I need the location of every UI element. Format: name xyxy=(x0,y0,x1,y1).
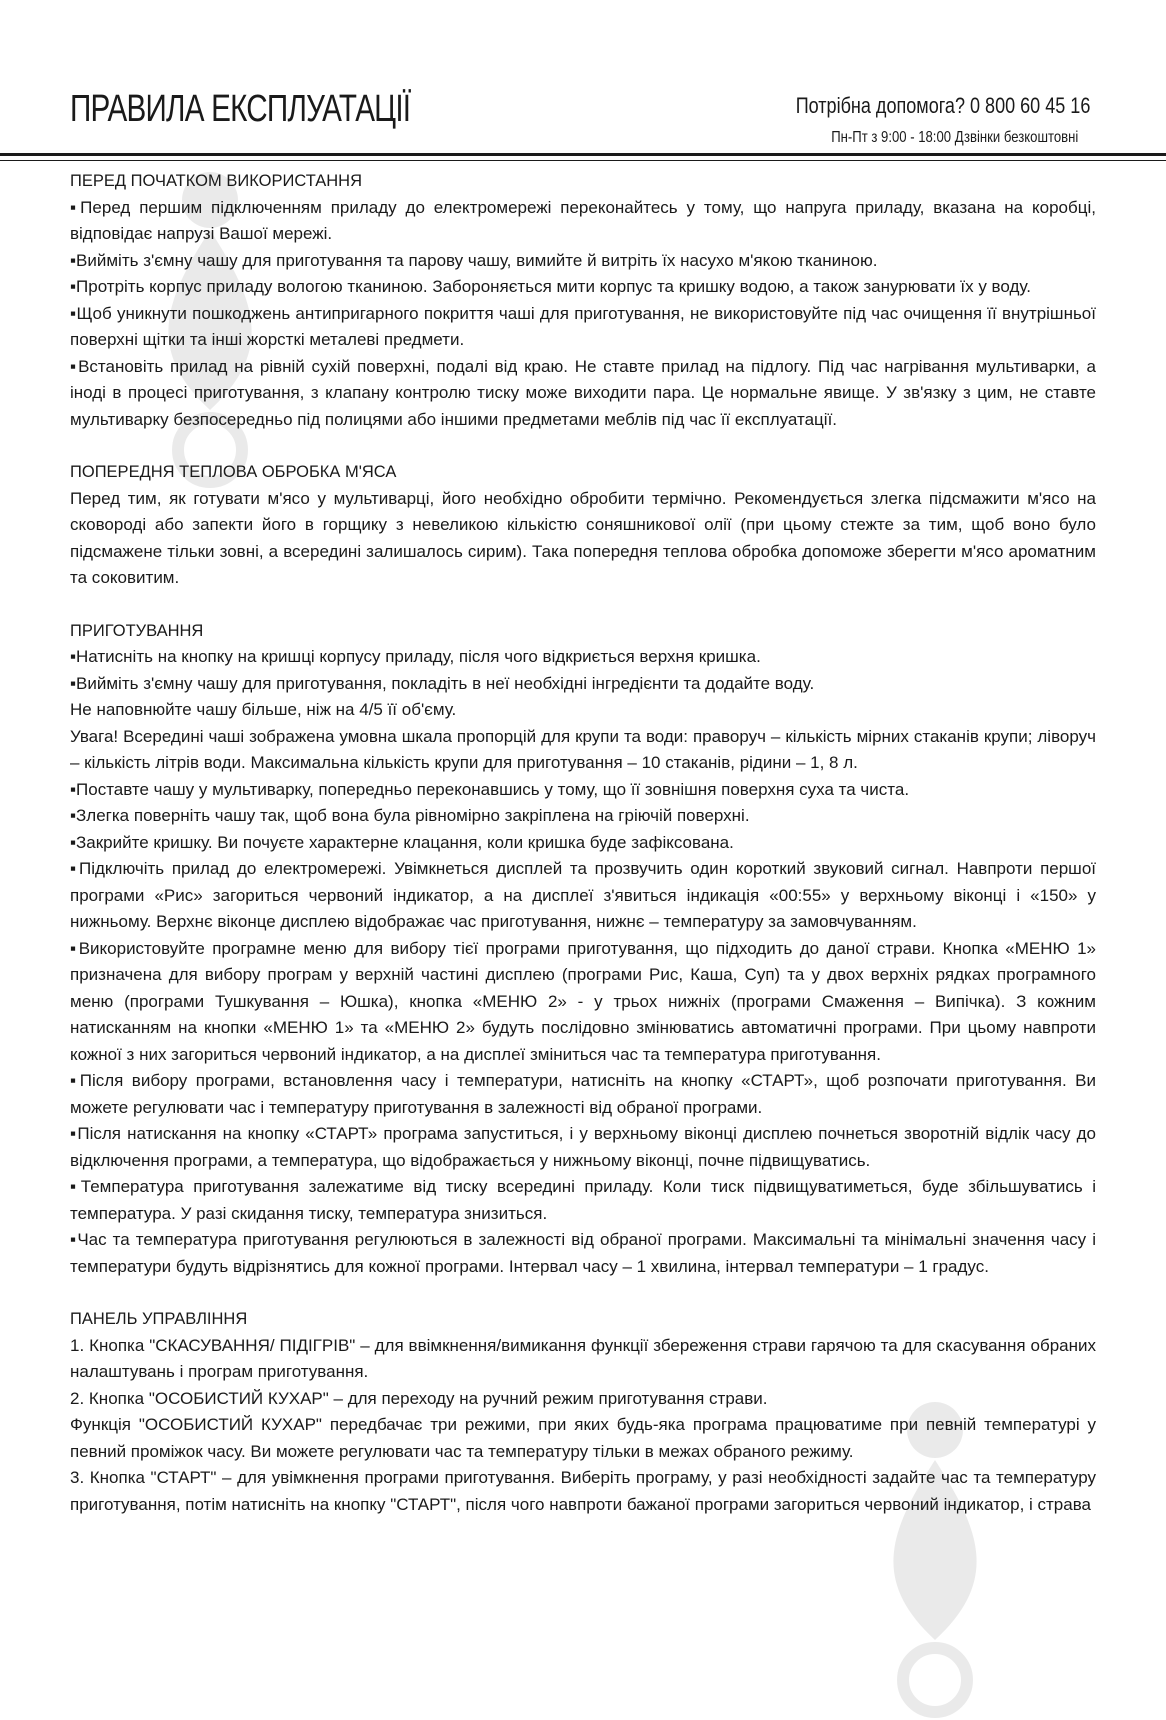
paragraph: ▪Протріть корпус приладу вологою тканиною. Забороняється мити корпус та кришку водою, а також занурювати їх у воду. xyxy=(70,277,1031,296)
page-title: ПРАВИЛА ЕКСПЛУАТАЦІЇ xyxy=(70,88,411,130)
support-hours: Пн-Пт з 9:00 - 18:00 Дзвінки безкоштовні xyxy=(830,129,1078,146)
paragraph: Перед тим, як готувати м'ясо у мультиварці, його необхідно обробити термічно. Рекомендується злегка підсмажити м'ясо на сковороді або запекти його в горщику з невеликою кількістю соняшникової олії (при цьому стежте за тим, щоб воно було підсмажене тільки зовні, а всередині залишалось сирим). Така попередня теплова обробка допоможе зберегти м'ясо ароматним та соковитим. xyxy=(70,488,1096,587)
section-title: ПЕРЕД ПОЧАТКОМ ВИКОРИСТАННЯ xyxy=(70,172,362,190)
paragraph: Функція "ОСОБИСТИЙ КУХАР" передбачає три режими, при яких будь-яка програма працюватиме при певній температурі у певний проміжок часу. Ви можете регулювати час та температуру тільки в межах обраного режиму. xyxy=(70,1415,1096,1461)
help-phone: Потрібна допомога? 0 800 60 45 16 xyxy=(795,93,1090,118)
paragraph: 3. Кнопка "СТАРТ" – для увімкнення програми приготування. Виберіть програму, у разі необхідності задайте час та температуру приготування, потім натисніть на кнопку "СТАРТ", після чого навпроти бажаної програми загориться червоний індикатор, і страва xyxy=(70,1468,1096,1514)
section-control-panel xyxy=(70,1306,1096,1518)
paragraph: ▪Час та температура приготування регулюються в залежності від обраної програми. Максимальні та мінімальні значення часу і температури будуть відрізнятись для кожної програми. Інтервал часу – 1 хвилина, інтервал температури – 1 градус. xyxy=(70,1230,1096,1276)
paragraph: ▪Встановіть прилад на рівній сухій поверхні, подалі від краю. Не ставте прилад на підлогу. Під час нагрівання мультиварки, а іноді в процесі приготування, з клапану контролю тиску може виходити пара. Це нормальне явище. У зв'язку з цим, не ставте мультиварку безпосередньо під полицями або іншими предметами меблів під час її експлуатації. xyxy=(70,356,1096,429)
paragraph: ▪Вийміть з'ємну чашу для приготування та парову чашу, вимийте й витріть їх насухо м'якою тканиною. xyxy=(70,250,878,270)
section-title: ПОПЕРЕДНЯ ТЕПЛОВА ОБРОБКА М'ЯСА xyxy=(70,463,397,481)
paragraph: ▪Температура приготування залежатиме від тиску всередині приладу. Коли тиск підвищуватиметься, буде збільшуватись і температура. У разі скидання тиску, температура знизиться. xyxy=(70,1177,1096,1223)
paragraph: Не наповнюйте чашу більше, ніж на 4/5 її об'єму. xyxy=(70,700,457,719)
section-title: ПРИГОТУВАННЯ xyxy=(70,621,204,640)
paragraph: ▪Поставте чашу у мультиварку, попередньо переконавшись у тому, що її зовнішня поверхня суха та чиста. xyxy=(70,779,910,799)
paragraph: ▪Закрийте кришку. Ви почуєте характерне клацання, коли кришка буде зафіксована. xyxy=(70,832,734,852)
paragraph: ▪Вийміть з'ємну чашу для приготування, покладіть в неї необхідні інгредієнти та додайте воду. xyxy=(70,673,815,693)
section-title: ПАНЕЛЬ УПРАВЛІННЯ xyxy=(70,1310,248,1328)
paragraph: 1. Кнопка "СКАСУВАННЯ/ ПІДІГРІВ" – для ввімкнення/вимикання функції збереження страви гарячою та для скасування обраних налаштувань і програм приготування. xyxy=(70,1335,1096,1381)
paragraph: ▪Після вибору програми, встановлення часу і температури, натисніть на кнопку «СТАРТ», щоб розпочати приготування. Ви можете регулювати час і температуру приготування в залежності від обраної програми. xyxy=(70,1071,1096,1117)
paragraph: ▪Перед першим підключенням приладу до електромережі переконайтесь у тому, що напруга приладу, вказана на коробці, відповідає напрузі Вашої мережі. xyxy=(70,197,1096,243)
paragraph: ▪Натисніть на кнопку на кришці корпусу приладу, після чого відкриється верхня кришка. xyxy=(70,647,761,666)
paragraph: ▪Використовуйте програмне меню для вибору тієї програми приготування, що підходить до даної страви. Кнопка «МЕНЮ 1» призначена для вибору програм у верхній частині дисплею (програми Рис, Каша, Суп) та у двох верхніх рядках програмного меню (програми Тушкування – Юшка), кнопка «МЕНЮ 2» - у трьох нижніх (програми Смаження – Випічка). З кожним натисканням на кнопки «МЕНЮ 1» та «МЕНЮ 2» будуть послідовно змінюватись автоматичні програми. При цьому навпроти кожної з них загориться червоний індикатор, а на дисплеї зміниться час та температура приготування. xyxy=(70,938,1096,1064)
page-header xyxy=(0,0,1166,160)
paragraph: Увага! Всередині чаші зображена умовна шкала пропорцій для крупи та води: праворуч – кількість мірних стаканів крупи; ліворуч – кількість літрів води. Максимальна кількість крупи для приготування – 10 стаканів, рідини – 1, 8 л. xyxy=(70,726,1096,772)
header-divider xyxy=(0,153,1166,156)
section-cooking xyxy=(70,618,1096,1281)
section-meat-preprocessing xyxy=(70,459,1096,592)
document-body xyxy=(70,168,1096,1544)
section-before-use xyxy=(70,168,1096,433)
paragraph: ▪Злегка поверніть чашу так, щоб вона була рівномірно закріплена на гріючій поверхні. xyxy=(70,806,750,825)
paragraph: ▪Після натискання на кнопку «СТАРТ» програма запуститься, і у верхньому віконці дисплею почнеться зворотній відлік часу до відключення програми, а температура, що відображається у нижньому віконці, почне підвищуватись. xyxy=(70,1124,1096,1170)
header-divider-thin xyxy=(0,160,1166,161)
paragraph: ▪Щоб уникнути пошкоджень антипригарного покриття чаші для приготування, не використовуйте під час очищення її внутрішньої поверхні щітки та інші жорсткі металеві предмети. xyxy=(70,303,1096,349)
paragraph: ▪Підключіть прилад до електромережі. Увімкнеться дисплей та прозвучить один короткий звуковий сигнал. Навпроти першої програми «Рис» загориться червоний індикатор, а на дисплеї з'явиться індикація «00:55» у верхньому віконці і «150» у нижньому. Верхнє віконце дисплею відображає час приготування, нижнє – температуру за замовчуванням. xyxy=(70,859,1096,931)
paragraph: 2. Кнопка "ОСОБИСТИЙ КУХАР" – для переходу на ручний режим приготування страви. xyxy=(70,1388,768,1408)
